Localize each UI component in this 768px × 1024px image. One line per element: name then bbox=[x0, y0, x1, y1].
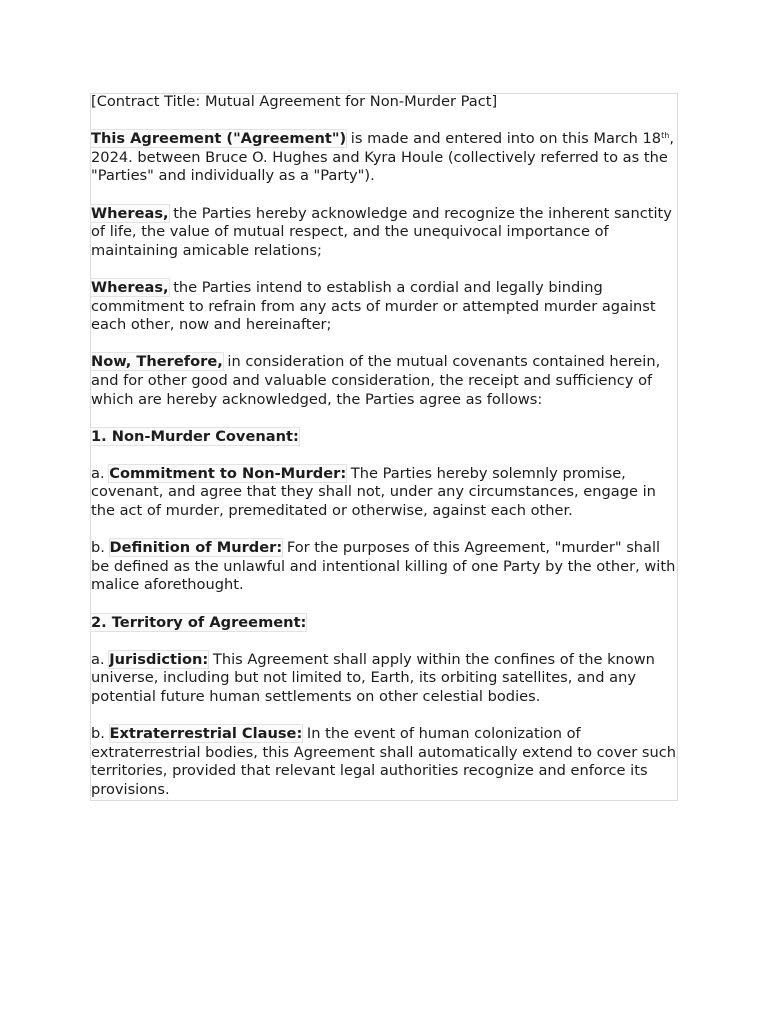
intro-label: This Agreement ("Agreement") bbox=[91, 130, 347, 148]
clause-1a-text: The Parties hereby solemnly promise, covenant, and agree that they shall not, under any circumstances, engage in the act of murder, premeditated or otherwise, against each other. bbox=[91, 464, 656, 520]
whereas-text-1: the Parties hereby acknowledge and recognize the inherent sanctity of life, the value of mutual respect, and the unequivocal importance of maintaining amicable relations; bbox=[91, 204, 672, 259]
whereas-text-2: the Parties intend to establish a cordial and legally binding commitment to refrain from any acts of murder or attempted murder against each other, now and hereinafter; bbox=[91, 278, 656, 334]
date-suffix: th bbox=[661, 131, 670, 141]
section-1-heading: 1. Non-Murder Covenant: bbox=[91, 427, 299, 445]
section-2-heading-line bbox=[91, 614, 677, 633]
clause-1b-label: Definition of Murder: bbox=[109, 539, 283, 557]
section-2-heading: 2. Territory of Agreement: bbox=[91, 613, 307, 631]
contract-title: [Contract Title: Mutual Agreement for Non-Murder Pact] bbox=[91, 93, 498, 110]
clause-2b-prefix: b. bbox=[91, 725, 110, 743]
now-therefore-label: Now, Therefore, bbox=[91, 353, 223, 371]
clause-2a-text: This Agreement shall apply within the confines of the known universe, including but not limited to, Earth, its orbiting satellites, and any potential future human settlements on other celestial bodies. bbox=[91, 650, 655, 705]
clause-2b-text: In the event of human colonization of extraterrestrial bodies, this Agreement shall automatically extend to cover such territories, provided that relevant legal authorities recognize and enforce its provisions. bbox=[91, 725, 676, 798]
clause-1b-text: For the purposes of this Agreement, "murder" shall be defined as the unlawful and intentional killing of one Party by the other, with malice aforethought. bbox=[91, 539, 676, 594]
whereas-label-2: Whereas, bbox=[91, 278, 169, 296]
clause-2b-label: Extraterrestrial Clause: bbox=[109, 725, 303, 743]
whereas-paragraph-1 bbox=[91, 205, 677, 261]
clause-2a-prefix: a. bbox=[91, 650, 110, 668]
intro-paragraph bbox=[91, 130, 677, 186]
clause-2b bbox=[91, 725, 677, 799]
section-1-heading-line bbox=[91, 428, 677, 447]
clause-1a-label: Commitment to Non-Murder: bbox=[109, 464, 347, 482]
clause-1a bbox=[91, 465, 677, 521]
clause-1b-prefix: b. bbox=[91, 539, 110, 557]
whereas-paragraph-2 bbox=[91, 279, 677, 335]
now-therefore-paragraph bbox=[91, 353, 677, 409]
clause-2a bbox=[91, 651, 677, 707]
clause-1b bbox=[91, 539, 677, 595]
now-therefore-text: in consideration of the mutual covenants contained herein, and for other good and valuable consideration, the receipt and sufficiency of which are hereby acknowledged, the Parties agree as follows: bbox=[91, 353, 661, 408]
contract-body bbox=[91, 93, 677, 800]
intro-text-after-date: , 2024. between Bruce O. Hughes and Kyra Houle (collectively referred to as the "Parties" and individually as a "Party"). bbox=[91, 130, 674, 185]
intro-text-before-date: is made and entered into on this March 18 bbox=[346, 130, 662, 148]
whereas-label-1: Whereas, bbox=[91, 204, 169, 222]
clause-2a-label: Jurisdiction: bbox=[109, 650, 209, 668]
clause-1a-prefix: a. bbox=[91, 464, 110, 482]
